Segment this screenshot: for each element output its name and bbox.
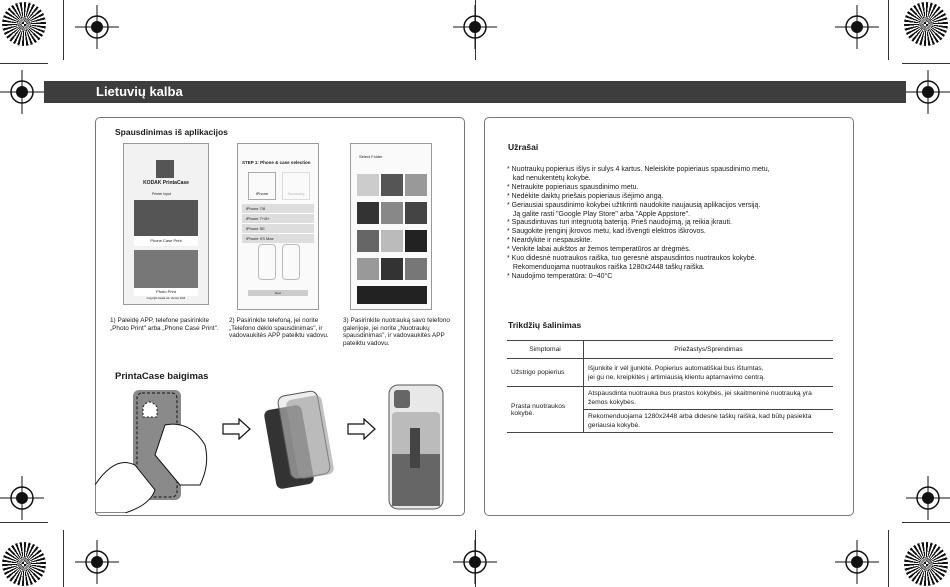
color-registration-icon [904,2,948,46]
gallery-thumb[interactable] [381,230,403,252]
registration-mark-icon [453,5,497,49]
notes-list [507,166,847,282]
gallery-thumb[interactable] [381,258,403,280]
caption-step-2: 2) Pasirinkite telefoną, jei norite „Telefono dėklo spausdinimas", ir vadovaukitės APP pateiktu vadovu. [229,317,329,340]
model-item[interactable]: iPhone 7/8 [242,204,314,214]
gallery-thumb[interactable] [357,202,379,224]
troubleshooting-table [507,340,833,433]
note-item: * Saugokite įrenginį įkrovos metu, kad išvengti elektros iškrovos. [507,228,706,236]
crop-line [888,530,889,587]
section-title-finish: PrintaCase baigimas [115,371,209,382]
phone-case-assembly-illustration [262,387,337,492]
tab-iphone-label: iPhone [255,191,269,196]
crop-line [0,522,48,523]
solution-line: Išjunkite ir vėl įjunkite. Popierius automatiškai bus ištumtas, [588,364,764,372]
note-item: * Spausdintuvas turi integruotą bateriją. Prieš naudojimą, ją reikia įkrauti. [507,219,732,227]
next-button[interactable]: Next [248,290,308,296]
solution-line: jei gu ne, kreipkitės į artimiausią klientu aptarnavimo centrą. [588,373,765,381]
note-item: * Neardykite ir nespauskite. [507,237,593,245]
finished-case-illustration [388,384,444,510]
registration-mark-icon [835,540,879,584]
model-item[interactable]: iPhone XS Max [246,236,274,241]
col-symptoms-header: Simptomai [507,341,584,359]
gallery-title: Select Folder [359,154,383,159]
solution-cell [584,387,834,433]
color-registration-icon [904,542,948,586]
model-list [242,204,314,243]
note-item: * Kuo didesnė nuotraukos raiška, tuo geresnė atspausdintos nuotraukos kokybė. [507,255,757,263]
crop-line [888,0,889,60]
col-solutions-header: Priežastys/Sprendimas [584,341,834,359]
gallery-thumb[interactable] [405,230,427,252]
crop-line [63,530,64,587]
app-name: PrintaCase [162,180,189,186]
registration-mark-icon [0,476,44,520]
phone-screen-3 [350,143,432,310]
brand-label: KODAK [143,180,162,186]
gallery-thumb[interactable] [357,286,427,304]
caption-step-1: 1) Paleidę APP, telefone pasirinkite „Photo Print" arba „Phone Case Print". [110,317,219,332]
phone-screen-2 [237,143,319,310]
note-item: * Venkite labai aukštos ar žemos temperatūros ar drėgmės. [507,246,691,254]
model-item[interactable]: iPhone SE [242,224,314,234]
note-item: Rekomenduojama nuotraukos raiška 1280x2448 taškų raiška. [507,263,705,271]
note-item: kad nenukentėtų kokybė. [507,174,591,182]
crop-line [63,0,64,60]
table-row [507,387,833,433]
solution-cell [584,359,834,387]
tab-samsung[interactable] [282,172,310,200]
gallery-thumb[interactable] [405,174,427,196]
case-preview-icon [258,244,276,280]
tab-iphone[interactable] [248,172,276,200]
gallery-thumb[interactable] [405,202,427,224]
photo-print-button[interactable]: Photo Print [134,288,198,296]
note-item: Ją galite rasti "Google Play Store" arba "Apple Appstore". [507,210,691,218]
gallery-thumb[interactable] [381,174,403,196]
arrow-right-icon [347,418,377,440]
registration-mark-icon [453,540,497,584]
case-preview-icon [282,244,300,280]
registration-mark-icon [0,70,44,114]
registration-mark-icon [75,5,119,49]
kodak-logo-icon [156,160,174,178]
phone-case-print-button[interactable]: Phone Case Print [134,236,198,246]
photo-image [134,250,198,288]
caption-step-3: 3) Pasirinkite nuotrauką savo telefono galerijoje, jei norite „Nuotraukų spausdinimas", ir vadovaukitės APP pateiktu vadovu. [343,317,450,347]
note-item: * Netraukite popieriaus spausdinimo metu. [507,183,639,191]
gallery-thumb[interactable] [357,174,379,196]
table-row [507,359,833,387]
phone-case-image [134,200,198,236]
note-item: * Nuotraukų popierius išlys ir sulys 4 kartus. Neleiskite popieriaus spausdinimo metu, [507,166,770,173]
symptom-cell: Prasta nuotraukos kokybė. [507,387,584,433]
notes-title: Užrašai [508,142,539,152]
arrow-right-icon [222,418,252,440]
registration-mark-icon [906,70,950,114]
gallery-thumb[interactable] [405,258,427,280]
menu-label: Printer Input [152,192,172,196]
note-item: * Geriausiai spausdinimo kokybei užtikrinti naudokite naujausią aplikacijos versiją. [507,201,761,209]
step-title: STEP 1: Phone & case selection [242,160,311,165]
registration-mark-icon [835,5,879,49]
crop-line [0,63,48,64]
solution-line: Atspausdinta nuotrauka bus prastos kokybės, jei skaitmeninė nuotrauką yra žemos kokybės. [584,387,833,410]
gallery-thumb[interactable] [357,258,379,280]
gallery-thumb[interactable] [381,202,403,224]
symptom-cell: Užstrigo popierius [507,359,584,387]
color-registration-icon [2,542,46,586]
troubleshooting-title: Trikdžių šalinimas [508,320,582,330]
crop-line [902,522,950,523]
model-item[interactable]: iPhone 7+/8+ [242,214,314,224]
solution-line: Rekomenduojama 1280x2448 arba didesnė taškų raiška, kad būtų pasiekta geriausia kokybė. [588,413,812,429]
note-item: * Naudojimo temperatūra: 0~40°C [507,272,613,280]
tab-samsung-label: Samsung [287,191,305,196]
registration-mark-icon [75,540,119,584]
color-registration-icon [2,2,46,46]
crop-line [902,63,950,64]
gallery-thumb[interactable] [357,230,379,252]
page-title: Lietuvių kalba [96,84,183,99]
registration-mark-icon [906,476,950,520]
hands-peeling-illustration [95,385,220,513]
section-title-print: Spausdinimas iš aplikacijos [115,127,228,137]
footer-copyright: Copyright Kodak Ltd. Version 2023 [146,297,186,300]
note-item: * Nedėkite daiktų priešais popieriaus išėjimo angą. [507,192,664,200]
phone-screen-1 [123,143,209,305]
